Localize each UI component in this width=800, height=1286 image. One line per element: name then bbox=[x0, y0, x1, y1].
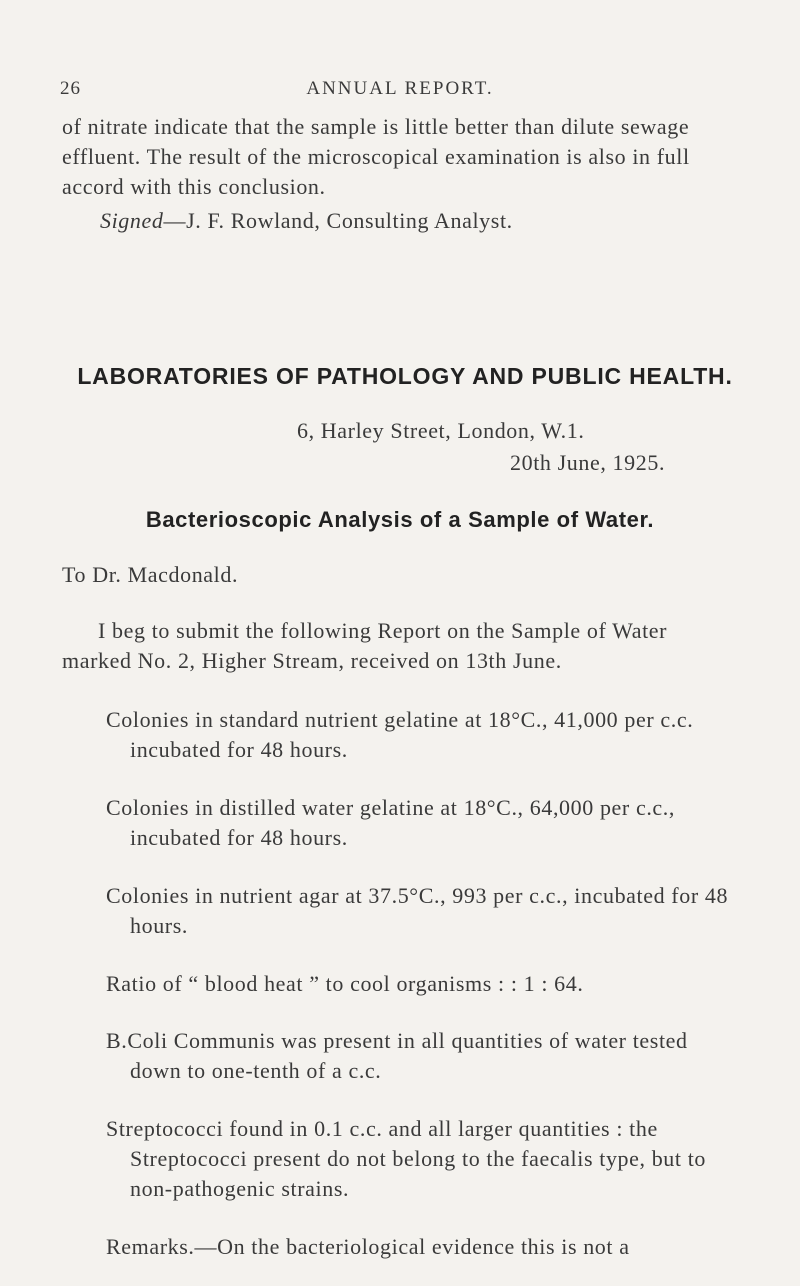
address-date: 20th June, 1925. bbox=[510, 450, 666, 475]
streptococci-paragraph: Streptococci found in 0.1 c.c. and all larger quantities : the Streptococci present do not belong to the faecalis type, but to non-pathogenic strains. bbox=[106, 1116, 707, 1201]
colonies-standard-paragraph: Colonies in standard nutrient gelatine at 18°C., 41,000 per c.c. incubated for 48 hours. bbox=[106, 707, 694, 762]
remarks-paragraph: Remarks.—On the bacteriological evidence this is not a bbox=[106, 1234, 630, 1259]
signature-line bbox=[100, 206, 740, 236]
intro-paragraph: of nitrate indicate that the sample is little better than dilute sewage effluent. The result of the microscopical examination is also in full accord with this conclusion. bbox=[62, 114, 690, 199]
colonies-distilled-paragraph: Colonies in distilled water gelatine at 18°C., 64,000 per c.c., incubated for 48 hours. bbox=[106, 795, 675, 850]
page-number: 26 bbox=[60, 78, 81, 99]
salutation: To Dr. Macdonald. bbox=[62, 562, 239, 587]
ratio-paragraph: Ratio of “ blood heat ” to cool organisms : : 1 : 64. bbox=[106, 971, 584, 996]
signatory-name: —J. F. Rowland, Consulting Analyst. bbox=[163, 208, 513, 233]
submit-paragraph: I beg to submit the following Report on the Sample of Water marked No. 2, Higher Stream, received on 13th June. bbox=[62, 618, 668, 673]
signed-label: Signed bbox=[100, 208, 164, 233]
colonies-agar-paragraph: Colonies in nutrient agar at 37.5°C., 993 per c.c., incubated for 48 hours. bbox=[106, 883, 729, 938]
laboratory-heading: LABORATORIES OF PATHOLOGY AND PUBLIC HEALTH. bbox=[77, 363, 733, 389]
analysis-heading: Bacterioscopic Analysis of a Sample of Water. bbox=[145, 507, 655, 532]
running-head: ANNUAL REPORT. bbox=[306, 78, 494, 99]
bcoli-paragraph: B.Coli Communis was present in all quantities of water tested down to one-tenth of a c.c. bbox=[106, 1028, 688, 1083]
address-street: 6, Harley Street, London, W.1. bbox=[297, 418, 585, 443]
page-header bbox=[60, 78, 740, 108]
